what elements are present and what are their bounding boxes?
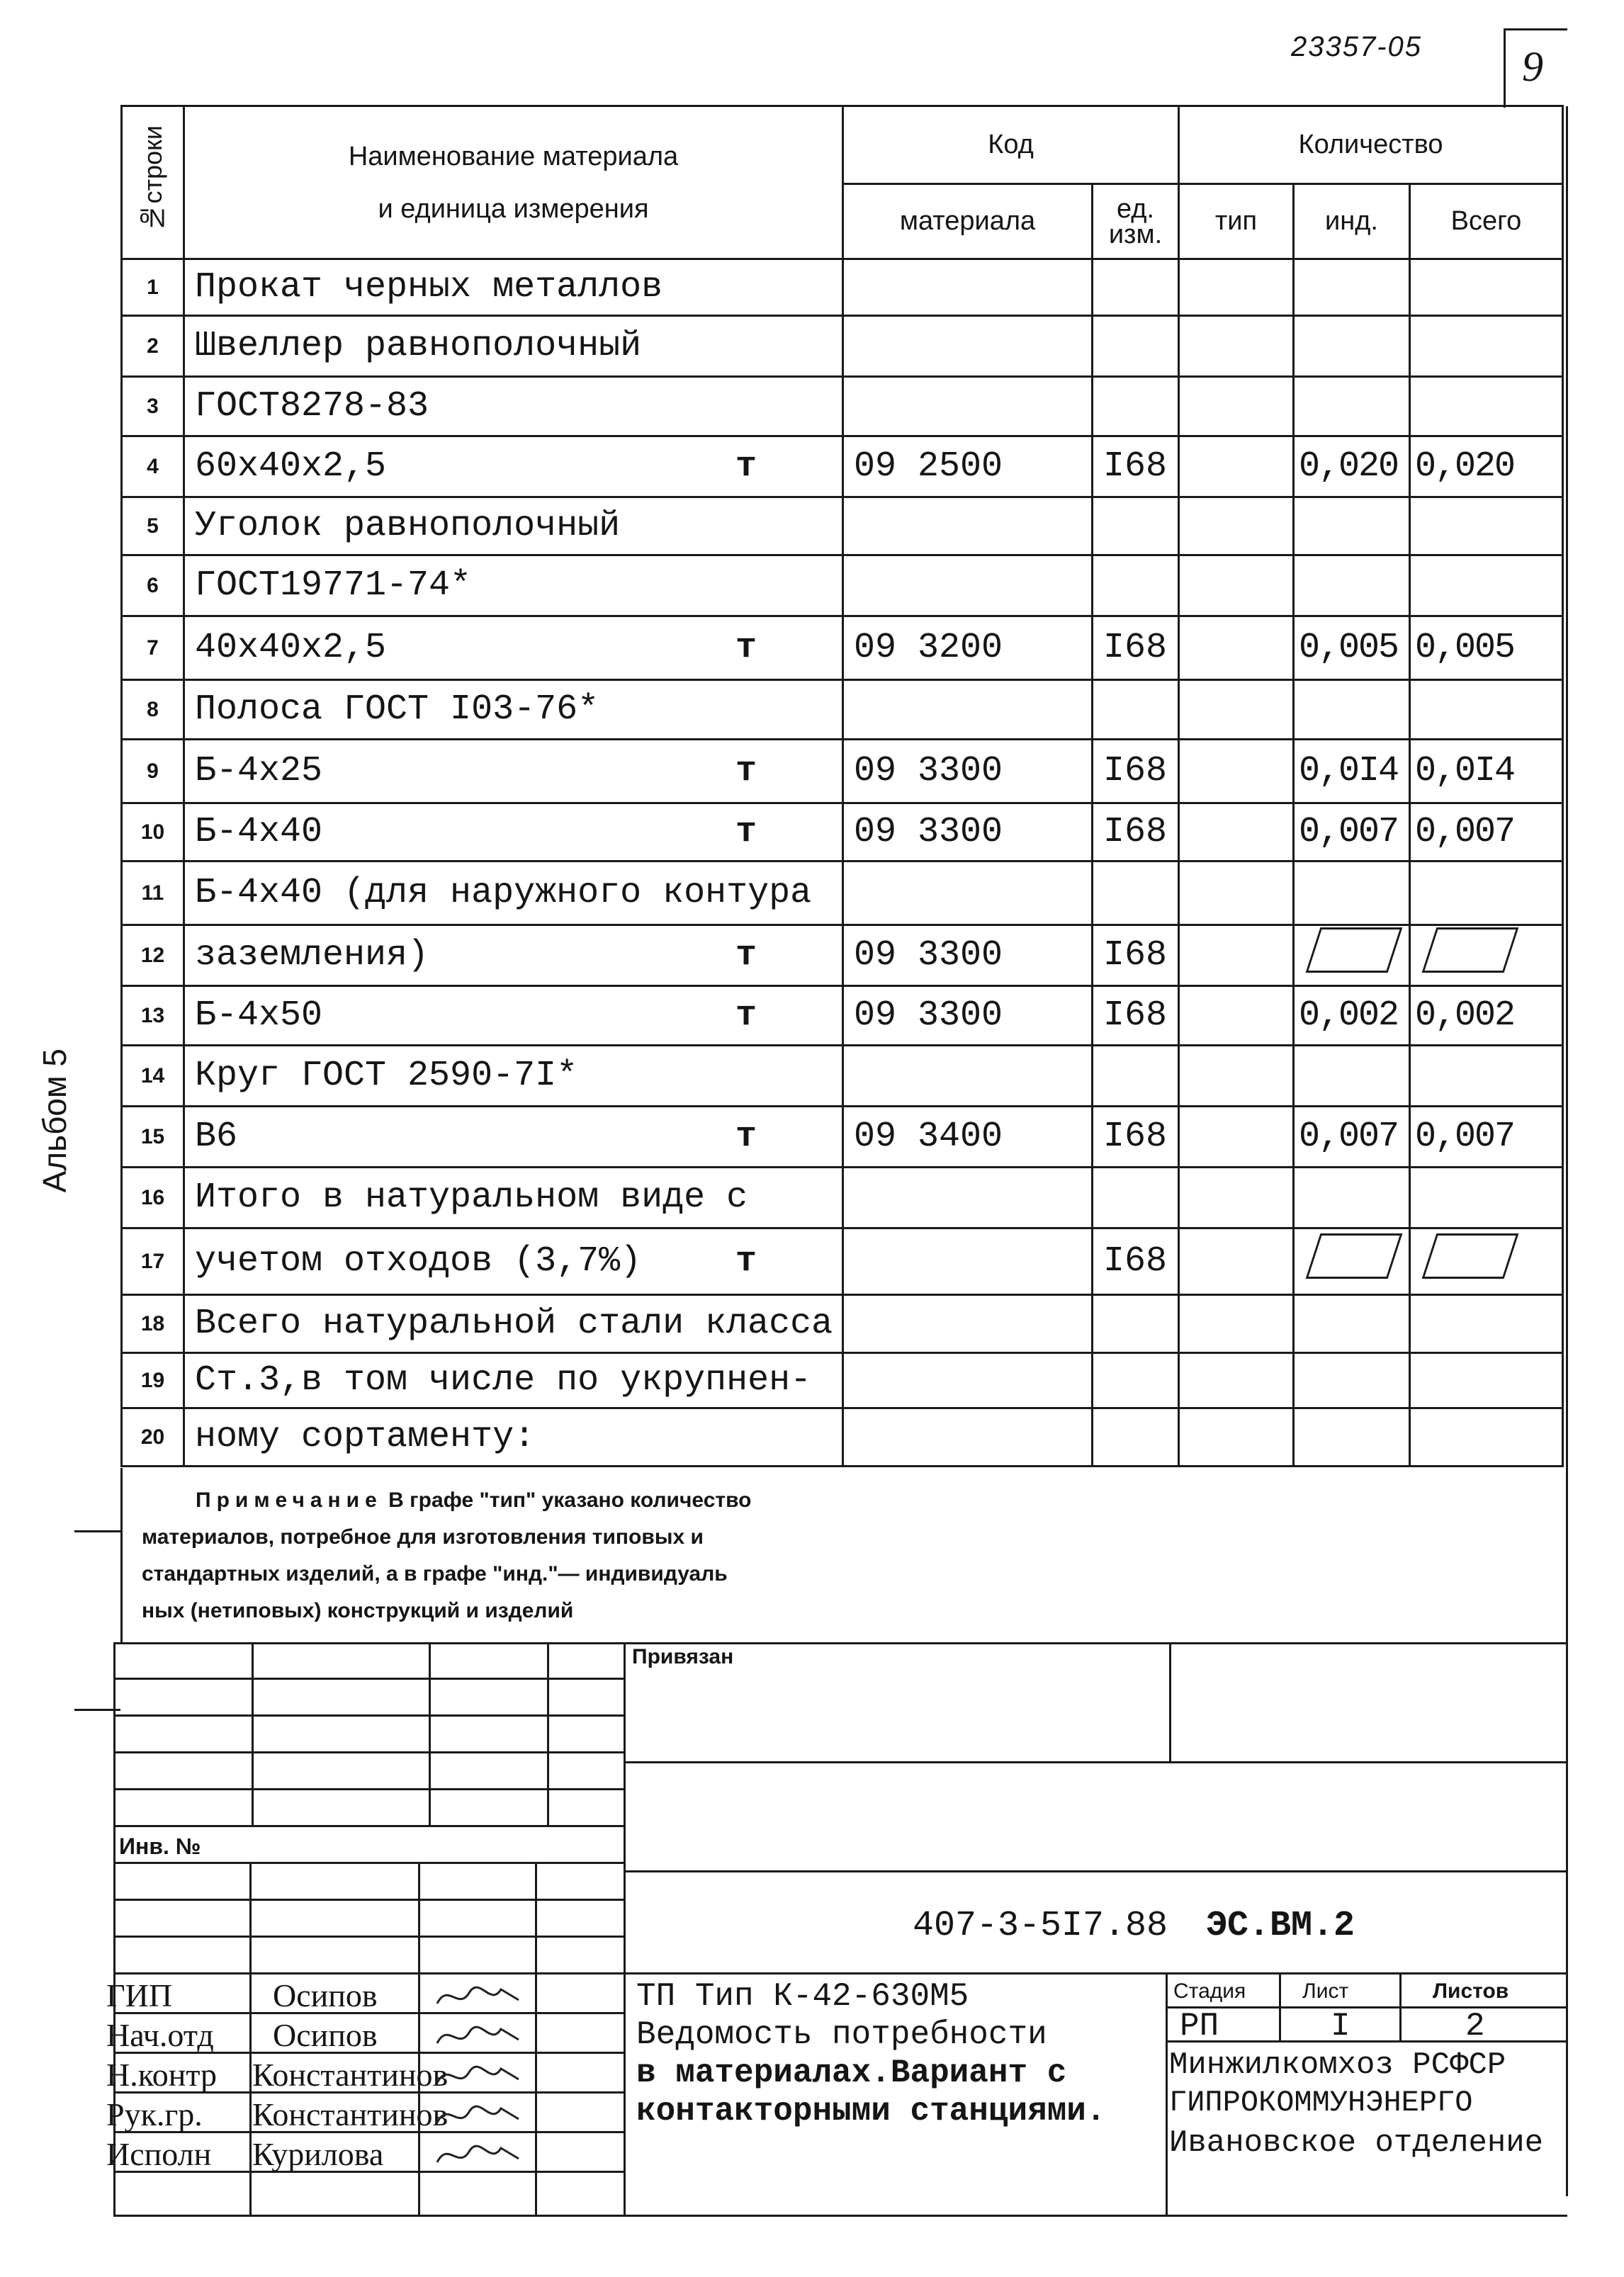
qty-type — [1179, 1353, 1294, 1408]
table-row — [122, 986, 1563, 1046]
table-row — [122, 377, 1563, 436]
material-name-text: заземления) — [195, 935, 429, 976]
unit-code — [1093, 1295, 1179, 1353]
unit-letter: т — [735, 812, 757, 852]
row-number: 3 — [122, 377, 184, 436]
row-number: 18 — [122, 1295, 184, 1353]
table-row — [122, 1168, 1563, 1228]
unit-code — [1093, 555, 1179, 616]
row-number: 13 — [122, 986, 184, 1046]
header-material: материала — [843, 184, 1093, 259]
qty-ind — [1294, 1168, 1410, 1228]
doc-code: 407-3-5I7.88 — [913, 1906, 1168, 1946]
material-code — [843, 1408, 1093, 1467]
qty-total: 0,007 — [1410, 1107, 1563, 1168]
material-name — [184, 925, 843, 986]
qty-ind: 0,005 — [1294, 616, 1410, 680]
qty-ind: 0,002 — [1294, 986, 1410, 1046]
org-line-2: ГИПРОКОММУНЭНЕРГО — [1169, 2086, 1473, 2120]
qty-total — [1410, 377, 1563, 436]
material-name — [184, 555, 843, 616]
qty-type — [1179, 1046, 1294, 1107]
table-row — [122, 740, 1563, 803]
qty-ind — [1294, 377, 1410, 436]
header-name: Наименование материала и единица измерения — [184, 106, 843, 259]
material-code: 09 3200 — [843, 616, 1093, 680]
material-code — [843, 316, 1093, 377]
material-code — [843, 377, 1093, 436]
signature — [434, 1982, 526, 2011]
material-name-text: Б-4x40 (для наружного контура — [195, 873, 812, 913]
qty-ind — [1294, 259, 1410, 316]
row-number: 8 — [122, 680, 184, 740]
row-number: 11 — [122, 861, 184, 925]
material-code — [843, 861, 1093, 925]
header-unit: ед. изм. — [1093, 184, 1179, 259]
unit-code — [1093, 1168, 1179, 1228]
signature — [434, 2022, 526, 2050]
qty-type — [1179, 316, 1294, 377]
table-row — [122, 925, 1563, 986]
material-name — [184, 316, 843, 377]
unit-code: I68 — [1093, 1228, 1179, 1295]
material-name — [184, 1228, 843, 1295]
material-name-text: 40x40x2,5 — [195, 628, 387, 668]
signature — [434, 2141, 526, 2169]
table-row — [122, 436, 1563, 497]
material-code: 09 3300 — [843, 986, 1093, 1046]
qty-total — [1410, 1353, 1563, 1408]
signer-name: Осипов — [273, 1977, 378, 2013]
title-line-3: в материалах.Вариант с — [636, 2055, 1067, 2091]
material-name-text: Швеллер равнополочный — [195, 326, 642, 366]
qty-type — [1179, 1228, 1294, 1295]
qty-ind — [1294, 316, 1410, 377]
unit-code: I68 — [1093, 925, 1179, 986]
qty-ind — [1294, 555, 1410, 616]
material-name — [184, 1107, 843, 1168]
qty-total — [1410, 555, 1563, 616]
qty-type — [1179, 925, 1294, 986]
title-line-1: ТП Тип К-42-630М5 — [636, 1978, 969, 2015]
row-number: 15 — [122, 1107, 184, 1168]
qty-ind — [1294, 1228, 1410, 1295]
material-name-text: В6 — [195, 1117, 238, 1157]
unit-letter: т — [735, 1241, 757, 1282]
material-name — [184, 986, 843, 1046]
material-code — [843, 259, 1093, 316]
unit-code — [1093, 861, 1179, 925]
qty-type — [1179, 1408, 1294, 1467]
material-code — [843, 1353, 1093, 1408]
qty-type — [1179, 680, 1294, 740]
row-number: 2 — [122, 316, 184, 377]
qty-total — [1410, 1046, 1563, 1107]
material-name-text: ГОСТ19771-74* — [195, 565, 472, 606]
material-name-text: Полоса ГОСТ I03-76* — [195, 689, 599, 730]
table-row — [122, 259, 1563, 316]
material-code: 09 3300 — [843, 803, 1093, 861]
material-code — [843, 555, 1093, 616]
qty-ind — [1294, 1046, 1410, 1107]
material-name — [184, 740, 843, 803]
table-row — [122, 803, 1563, 861]
row-number: 14 — [122, 1046, 184, 1107]
header-qty: Количество — [1179, 106, 1563, 184]
material-code — [843, 680, 1093, 740]
material-name — [184, 377, 843, 436]
material-name — [184, 803, 843, 861]
unit-letter: т — [735, 935, 757, 976]
blank-value-box — [1422, 927, 1519, 973]
table-row — [122, 1228, 1563, 1295]
unit-letter: т — [735, 446, 757, 487]
material-name-text: учетом отходов (3,7%) — [195, 1241, 642, 1282]
material-code — [843, 1046, 1093, 1107]
header-row-no: №строки — [122, 106, 184, 259]
unit-code — [1093, 1046, 1179, 1107]
qty-ind — [1294, 1295, 1410, 1353]
header-total: Всего — [1410, 184, 1563, 259]
material-name — [184, 616, 843, 680]
signature — [434, 2101, 526, 2130]
qty-type — [1179, 616, 1294, 680]
material-name — [184, 680, 843, 740]
unit-code: I68 — [1093, 740, 1179, 803]
unit-code — [1093, 680, 1179, 740]
header-ind: инд. — [1294, 184, 1410, 259]
unit-code — [1093, 1408, 1179, 1467]
qty-ind — [1294, 680, 1410, 740]
qty-ind — [1294, 925, 1410, 986]
table-row — [122, 1353, 1563, 1408]
material-name-text: ГОСТ8278-83 — [195, 386, 429, 426]
row-number: 16 — [122, 1168, 184, 1228]
org-line-1: Минжилкомхоз РСФСР — [1169, 2047, 1506, 2083]
qty-type — [1179, 259, 1294, 316]
material-name-text: Круг ГОСТ 2590-7I* — [195, 1056, 578, 1096]
material-name — [184, 1168, 843, 1228]
privyazan-label: Привязан — [632, 1645, 734, 1668]
material-name-text: Б-4x40 — [195, 812, 323, 852]
blank-value-box — [1306, 927, 1403, 973]
qty-ind — [1294, 1353, 1410, 1408]
qty-total — [1410, 1228, 1563, 1295]
sheet-value: I — [1331, 2008, 1350, 2045]
row-number: 9 — [122, 740, 184, 803]
qty-type — [1179, 1107, 1294, 1168]
table-row — [122, 1295, 1563, 1353]
material-name — [184, 259, 843, 316]
qty-total: 0,005 — [1410, 616, 1563, 680]
material-name — [184, 497, 843, 555]
row-number: 5 — [122, 497, 184, 555]
note: Примечание В графе "тип" указано количество материалов, потребное для изготовления типовых и стандартных изделий, а в графе "инд."— индивидуаль ных (нетиповых) конструкций и изделий — [142, 1488, 752, 1622]
material-name-text: Б-4x25 — [195, 751, 323, 791]
blank-value-box — [1306, 1233, 1403, 1279]
material-code — [843, 1228, 1093, 1295]
material-name — [184, 1046, 843, 1107]
material-code: 09 3300 — [843, 740, 1093, 803]
qty-ind: 0,007 — [1294, 1107, 1410, 1168]
unit-code: I68 — [1093, 803, 1179, 861]
qty-total — [1410, 1295, 1563, 1353]
signer-name: Курилова — [252, 2136, 384, 2172]
qty-type — [1179, 986, 1294, 1046]
unit-code — [1093, 377, 1179, 436]
header-code: Код — [843, 106, 1179, 184]
qty-ind: 0,007 — [1294, 803, 1410, 861]
qty-ind: 0,020 — [1294, 436, 1410, 497]
material-code — [843, 497, 1093, 555]
unit-letter: т — [735, 751, 757, 791]
qty-type — [1179, 497, 1294, 555]
unit-letter: т — [735, 995, 757, 1036]
qty-total: 0,020 — [1410, 436, 1563, 497]
qty-total — [1410, 861, 1563, 925]
qty-type — [1179, 803, 1294, 861]
qty-total: 0,002 — [1410, 986, 1563, 1046]
material-code — [843, 1295, 1093, 1353]
signer-role: Исполн — [106, 2136, 212, 2172]
material-name-text: Ст.3,в том числе по укрупнен- — [195, 1360, 812, 1401]
qty-type — [1179, 1295, 1294, 1353]
signature — [434, 2062, 526, 2090]
qty-ind — [1294, 497, 1410, 555]
title-line-2: Ведомость потребности — [636, 2016, 1047, 2053]
header-type: тип — [1179, 184, 1294, 259]
qty-total — [1410, 497, 1563, 555]
qty-total — [1410, 1168, 1563, 1228]
unit-code: I68 — [1093, 986, 1179, 1046]
qty-total — [1410, 316, 1563, 377]
unit-code — [1093, 259, 1179, 316]
signer-name: Константинов — [252, 2096, 449, 2132]
table-row — [122, 497, 1563, 555]
materials-table — [120, 105, 1564, 1467]
row-number: 6 — [122, 555, 184, 616]
unit-code — [1093, 316, 1179, 377]
table-row — [122, 555, 1563, 616]
material-name — [184, 1408, 843, 1467]
table-row — [122, 1107, 1563, 1168]
row-number: 10 — [122, 803, 184, 861]
qty-total — [1410, 1408, 1563, 1467]
material-name-text: Итого в натуральном виде с — [195, 1177, 748, 1218]
table-row — [122, 1408, 1563, 1467]
row-number: 7 — [122, 616, 184, 680]
material-name-text: Прокат черных металлов — [195, 267, 663, 307]
material-code: 09 2500 — [843, 436, 1093, 497]
qty-total: 0,007 — [1410, 803, 1563, 861]
qty-total — [1410, 259, 1563, 316]
org-line-3: Ивановское отделение — [1169, 2125, 1544, 2161]
table-row — [122, 1046, 1563, 1107]
page-number: 9 — [1522, 43, 1543, 90]
qty-type — [1179, 740, 1294, 803]
qty-type — [1179, 861, 1294, 925]
material-code: 09 3400 — [843, 1107, 1093, 1168]
material-name — [184, 861, 843, 925]
sheet-code: ЭС.ВМ.2 — [1206, 1906, 1355, 1946]
signer-name: Осипов — [273, 2017, 378, 2053]
qty-ind — [1294, 1408, 1410, 1467]
material-name — [184, 436, 843, 497]
table-row — [122, 680, 1563, 740]
row-number: 4 — [122, 436, 184, 497]
row-number: 19 — [122, 1353, 184, 1408]
album-label: Альбом 5 — [36, 1049, 73, 1193]
material-name-text: 60x40x2,5 — [195, 446, 387, 487]
material-name — [184, 1295, 843, 1353]
unit-letter: т — [735, 628, 757, 668]
sheets-label: Листов — [1433, 1979, 1509, 2003]
material-name — [184, 1353, 843, 1408]
material-name-text: ному сортаменту: — [195, 1417, 536, 1457]
signer-role: Н.контр — [106, 2057, 218, 2093]
material-name-text: Всего натуральной стали класса — [195, 1304, 833, 1344]
material-code: 09 3300 — [843, 925, 1093, 986]
table-row — [122, 861, 1563, 925]
unit-code — [1093, 1353, 1179, 1408]
table-row — [122, 616, 1563, 680]
row-number: 12 — [122, 925, 184, 986]
qty-total — [1410, 925, 1563, 986]
signer-role: Рук.гр. — [106, 2096, 203, 2132]
row-number: 1 — [122, 259, 184, 316]
unit-letter: т — [735, 1117, 757, 1157]
inv-no-label: Инв. № — [119, 1834, 201, 1859]
row-number: 20 — [122, 1408, 184, 1467]
doc-number: 23357-05 — [1291, 31, 1423, 62]
sheet-label: Лист — [1302, 1979, 1349, 2003]
qty-type — [1179, 377, 1294, 436]
unit-code — [1093, 497, 1179, 555]
qty-type — [1179, 1168, 1294, 1228]
qty-total: 0,0I4 — [1410, 740, 1563, 803]
unit-code: I68 — [1093, 436, 1179, 497]
row-number: 17 — [122, 1228, 184, 1295]
qty-type — [1179, 436, 1294, 497]
qty-total — [1410, 680, 1563, 740]
table-row — [122, 316, 1563, 377]
unit-code: I68 — [1093, 1107, 1179, 1168]
qty-type — [1179, 555, 1294, 616]
material-code — [843, 1168, 1093, 1228]
material-name-text: Уголок равнополочный — [195, 506, 621, 546]
qty-ind: 0,0I4 — [1294, 740, 1410, 803]
qty-ind — [1294, 861, 1410, 925]
unit-code: I68 — [1093, 616, 1179, 680]
stage-label: Стадия — [1173, 1979, 1246, 2003]
title-line-4: контакторными станциями. — [636, 2093, 1106, 2130]
signer-name: Константинов — [252, 2057, 449, 2093]
signer-role: ГИП — [106, 1977, 173, 2013]
material-name-text: Б-4x50 — [195, 995, 323, 1036]
sheets-value: 2 — [1465, 2008, 1485, 2045]
blank-value-box — [1422, 1233, 1519, 1279]
signer-role: Нач.отд — [106, 2017, 214, 2053]
stage-value: РП — [1180, 2008, 1219, 2045]
